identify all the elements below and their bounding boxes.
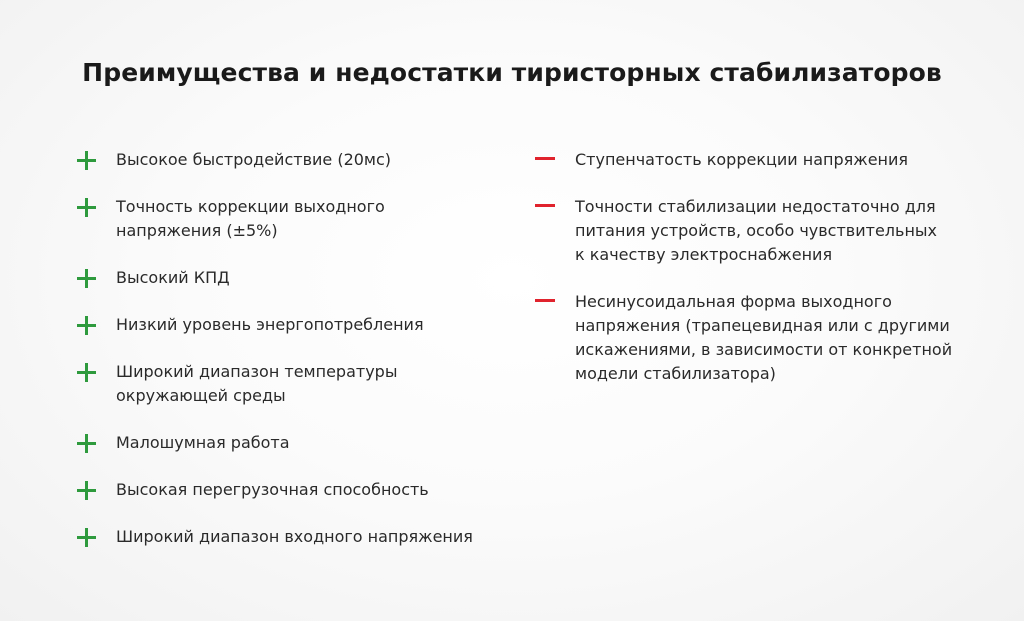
minus-icon — [533, 195, 557, 219]
disadvantage-text: Несинусоидальная форма выходного напряжения (трапецевидная или с другими искажениями, в зависимости от конкретной модели стабилизатора) — [575, 292, 953, 383]
advantage-item — [74, 478, 536, 502]
advantage-item — [74, 360, 446, 408]
advantage-text: Малошумная работа — [116, 433, 290, 452]
disadvantage-item — [533, 290, 1000, 386]
advantage-text: Низкий уровень энергопотребления — [116, 315, 424, 334]
plus-icon — [74, 525, 98, 549]
advantage-text: Широкий диапазон входного напряжения — [116, 527, 473, 546]
disadvantage-text: Ступенчатость коррекции напряжения — [575, 150, 909, 169]
minus-icon — [533, 148, 557, 172]
advantage-item — [74, 431, 536, 455]
plus-icon — [74, 313, 98, 337]
advantage-text: Высокий КПД — [116, 268, 230, 287]
disadvantage-item — [533, 195, 945, 267]
advantage-text: Точность коррекции выходного напряжения (±5%) — [116, 197, 385, 240]
plus-icon — [74, 431, 98, 455]
advantage-item — [74, 313, 536, 337]
advantages-list — [74, 148, 524, 572]
advantage-item — [74, 195, 426, 243]
advantage-text: Высокая перегрузочная способность — [116, 480, 429, 499]
advantage-item — [74, 266, 446, 290]
plus-icon — [74, 266, 98, 290]
advantage-item — [74, 525, 566, 549]
disadvantages-list — [533, 148, 1003, 409]
advantage-text: Высокое быстродействие (20мс) — [116, 150, 392, 169]
page-title: Преимущества и недостатки тиристорных стабилизаторов — [82, 58, 942, 87]
plus-icon — [74, 478, 98, 502]
minus-icon — [533, 290, 557, 314]
advantage-item — [74, 148, 446, 172]
plus-icon — [74, 195, 98, 219]
plus-icon — [74, 148, 98, 172]
plus-icon — [74, 360, 98, 384]
advantage-text: Широкий диапазон температуры окружающей среды — [116, 362, 398, 405]
disadvantage-item — [533, 148, 1005, 172]
disadvantage-text: Точности стабилизации недостаточно для питания устройств, особо чувствительных к качеству электроснабжения — [575, 197, 937, 264]
